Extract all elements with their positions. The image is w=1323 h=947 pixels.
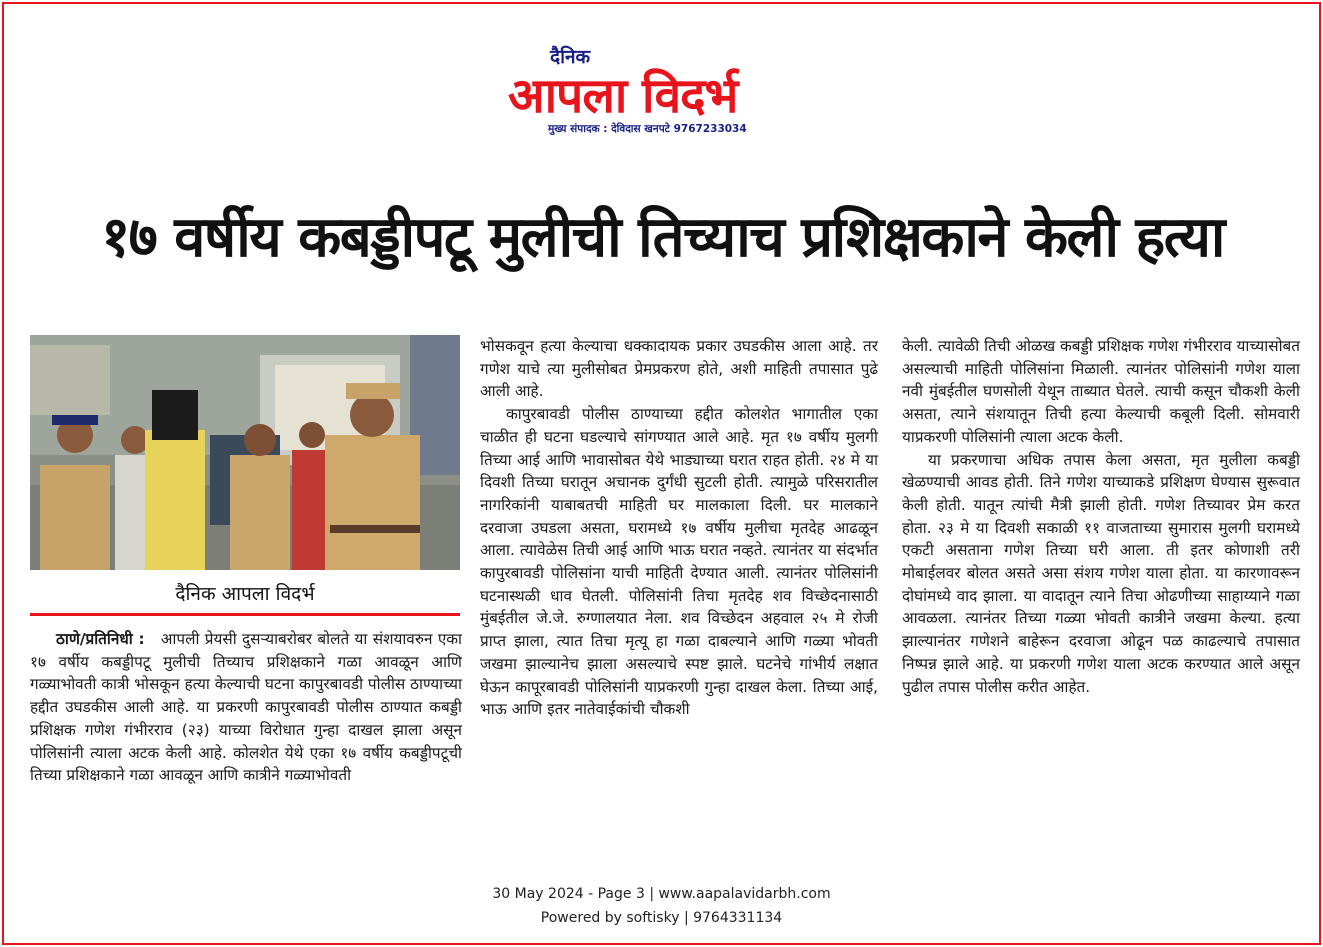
caption-divider — [30, 613, 460, 616]
article-column-2 — [480, 335, 878, 721]
article-column-1 — [30, 628, 462, 787]
editor-line: मुख्य संपादक : देविदास खनपटे 9767233034 — [548, 123, 747, 135]
photo-caption: दैनिक आपला विदर्भ — [175, 583, 315, 605]
article-paragraph: कापुरबावडी पोलीस ठाण्याच्या हद्दीत कोलशेत भागातील एका चाळीत ही घटना घडल्याचे सांगण्यात आले आहे. मृत १७ वर्षीय मुलगी तिच्या आई आणि भावासोबत येथे भाड्याच्या घरात राहत होती. २४ मे या दिवशी तिच्या घरातून अचानक दुर्गंधी सुटली होती. त्यामुळे परिसरातील नागरिकांनी याबाबतची माहिती घर मालकाला दिली. घर मालकाने दरवाजा उघडला असता, घरामध्ये १७ वर्षीय मुलीचा मृतदेह आढळून आला. त्यावेळेस तिची आई आणि भाऊ घरात नव्हते. त्यानंतर या संदर्भात कापुरबावडी पोलिसांना याची माहिती देण्यात आली. त्यानंतर पोलिसांनी घटनास्थळी धाव घेतली. पोलिसांनी तिचा मृतदेह शव विच्छेदनासाठी मुंबईतील जे.जे. रुग्णालयात नेला. शव विच्छेदन अहवाल २५ मे रोजी प्राप्त झाला, त्यात तिचा मृत्यू हा गळा दाबल्याने आणि गळ्या भोवती जखमा झाल्यानेच झाला असल्याचे स्पष्ट झाले. घटनेचे गांभीर्य लक्षात घेऊन कापूरबावडी पोलिसांनी याप्रकरणी गुन्हा दाखल केला. तिच्या आई, भाऊ आणि इतर नातेवाईकांची चौकशी — [480, 405, 878, 719]
headline: १७ वर्षीय कबड्डीपटू मुलीची तिच्याच प्रशिक्षकाने केली हत्या — [101, 205, 1224, 270]
article-paragraph: केली. त्यावेळी तिची ओळख कबड्डी प्रशिक्षक गणेश गंभीरराव याच्यासोबत असल्याची माहिती पोलिसांना मिळाली. त्यानंतर पोलिसांनी गणेश याला नवी मुंबईतील घणसोली येथून ताब्यात घेतले. त्याची कसून चौकशी केली असता, त्याने संशयातून तिची हत्या केल्याची कबूली दिली. सोमवारी याप्रकरणी पोलिसांनी त्याला अटक केली. — [902, 337, 1300, 446]
news-photo — [30, 335, 460, 570]
masthead-prefix: दैनिक — [550, 46, 591, 68]
article-text: आपली प्रेयसी दुसऱ्याबरोबर बोलते या संशयावरुन एका १७ वर्षीय कबड्डीपटू मुलीची तिच्याच प्रशिक्षकाने गळा आवळून आणि गळ्याभोवती कात्री भोसकून हत्या केल्याची घटना कापुरबावडी पोलीस ठाण्याच्या हद्दीत उघडकीस आली आहे. या प्रकरणी कापुरबावडी पोलीस ठाण्यात कबड्डी प्रशिक्षक गणेश गंभीरराव (२३) याच्या विरोधात गुन्हा दाखल झाला असून पोलिसांनी त्याला अटक केली आहे. कोलशेत येथे एका १७ वर्षीय कबड्डीपटूची तिच्या प्रशिक्षकाने गळा आवळून आणि कात्रीने गळ्याभोवती — [30, 630, 462, 785]
article-paragraph: भोसकवून हत्या केल्याचा धक्कादायक प्रकार उघडकीस आला आहे. तर गणेश याचे त्या मुलीसोबत प्रेमप्रकरण होते, अशी माहिती तपासात पुढे आली आहे. — [480, 337, 878, 401]
article-paragraph: या प्रकरणाचा अधिक तपास केला असता, मृत मुलीला कबड्डी खेळण्याची आवड होती. तिने गणेश याच्याकडे प्रशिक्षण घेण्यास सुरूवात केली होती. यातून त्यांची मैत्री झाली होती. गणेश तिच्यावर प्रेम करत होता. २३ मे या दिवशी सकाळी ११ वाजताच्या सुमारास मुलगी घरामध्ये एकटी असताना गणेश तिच्या घरी आला. ती इतर कोणाशी तरी मोबाईलवर बोलत असते असा संशय गणेश याला होता. या कारणावरून दोघांमध्ये वाद झाला. या वादातून त्याने तिचा ओढणीच्या साहाय्याने गळा आवळला. त्यानंतर तिच्या गळ्या भोवती कात्रीने जखमा केल्या. हत्या झाल्यानंतर गणेशने बाहेरून दरवाजा ओढून पळ काढल्याचे तपासात निष्पन्न झाले आहे. या प्रकरणी गणेश याला अटक करण्यात आले असून पुढील तपास पोलीस करीत आहेत. — [902, 450, 1300, 696]
footer-date-website: 30 May 2024 - Page 3 | www.aapalavidarbh.com — [492, 886, 831, 902]
newspaper-logo: आपला विदर्भ — [508, 68, 738, 124]
article-column-3 — [902, 335, 1300, 698]
police-escort-photo-icon — [30, 335, 460, 570]
masthead — [500, 40, 830, 140]
article-paragraph — [30, 628, 462, 787]
dateline: ठाणे/प्रतिनिधी : — [56, 630, 145, 648]
footer-credits: Powered by softisky | 9764331134 — [540, 910, 783, 926]
